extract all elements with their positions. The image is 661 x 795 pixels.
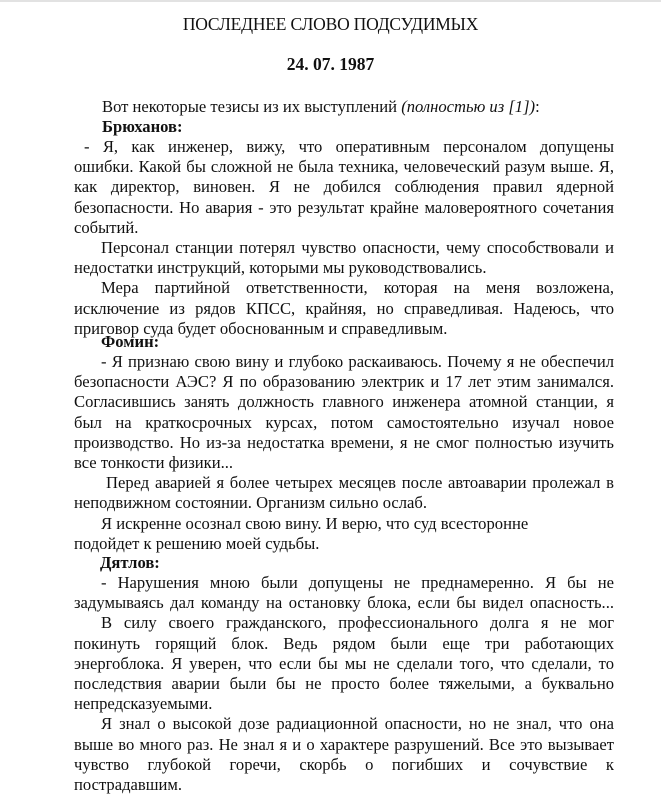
speech-line: Я знал о высокой дозе радиационной опасности, но не знал, что она	[101, 714, 614, 734]
speech-dyatlov	[74, 573, 614, 795]
intro-paragraph	[102, 97, 540, 117]
speech-line: В силу своего гражданского, профессионального долга я не мог	[101, 613, 614, 633]
speaker-name-dyatlov: Дятлов:	[100, 553, 160, 572]
speech-line: чувство глубокой горечи, скорбь о погибших и сочувствие к	[74, 754, 614, 774]
speech-line: - Я признаю свою вину и глубоко раскаиваюсь. Почему я не обеспечил	[101, 352, 614, 371]
speech-line: все тонкости физики...	[74, 452, 234, 472]
speech-line: Персонал станции потерял чувство опасности, чему способствовали и	[101, 237, 614, 257]
speech-line: последствия аварии были бы не просто более тяжелыми, а буквально	[74, 673, 614, 693]
speech-line: был на краткосрочных курсах, потом самостоятельно изучал новое	[74, 412, 614, 432]
speech-line: Мера партийной ответственности, которая на меня возложена,	[101, 278, 614, 298]
speech-line: недостатки инструкций, которыми мы руководствовались.	[74, 258, 487, 278]
speech-line: Согласившись занять должность главного инженера атомной станции, я	[74, 392, 614, 412]
speaker-name-bryukhanov: Брюханов:	[102, 117, 183, 136]
intro-colon: :	[535, 97, 540, 116]
speech-line: как директор, виновен. Я не добился соблюдения правил ядерной	[74, 177, 614, 197]
speech-line: непредсказуемыми.	[74, 694, 213, 714]
speech-bryukhanov	[74, 137, 614, 339]
speech-line: Перед аварией я более четырех месяцев после автоаварии пролежал в	[106, 473, 614, 493]
speech-line: производство. Но из-за недостатка времени, я не смог полностью изучить	[74, 432, 614, 452]
speech-line: Я искренне осознал свою вину. И верю, что суд всесторонне	[101, 513, 529, 533]
page-title: ПОСЛЕДНЕЕ СЛОВО ПОДСУДИМЫХ	[182, 14, 479, 34]
speech-line: выше во много раз. Не знал я и о характере разрушений. Все это вызывает	[74, 734, 614, 754]
speech-line: задумываясь дал команду на остановку блока, если бы видел опасность...	[74, 593, 614, 613]
speech-line: подойдет к решению моей судьбы.	[74, 533, 320, 553]
speech-line: - Я, как инженер, вижу, что оперативным персоналом допущены	[84, 137, 614, 156]
speech-line: - Нарушения мною были допущены не преднамеренно. Я бы не	[101, 573, 614, 592]
speech-line: приговор суда будет обоснованным и справедливым.	[74, 318, 448, 338]
speech-line: неподвижном состоянии. Организм сильно ослаб.	[74, 493, 428, 513]
speech-line: покинуть горящий блок. Ведь рядом были еще три работающих	[74, 633, 614, 653]
document-date: 24. 07. 1987	[286, 54, 375, 74]
speech-fomin	[74, 352, 614, 554]
speaker-name-fomin: Фомин:	[101, 332, 160, 351]
speech-line: ошибки. Какой бы сложной не была техника, человеческий разум выше. Я,	[74, 157, 614, 177]
intro-text: Вот некоторые тезисы из их выступлений	[102, 97, 402, 116]
speech-line: событий.	[74, 217, 139, 237]
intro-source-reference: (полностью из [1])	[401, 97, 536, 116]
speech-line: безопасности АЭС? Я по образованию электрик и 17 лет этим занимался.	[74, 372, 614, 392]
top-border	[0, 0, 661, 2]
speech-line: энергоблока. Я уверен, что если бы мы не сделали того, что сделали, то	[74, 653, 614, 673]
speech-line: безопасности. Но авария - это результат крайне маловероятного сочетания	[74, 197, 614, 217]
speech-line: исключение из рядов КПСС, крайняя, но справедливая. Надеюсь, что	[74, 298, 614, 318]
speech-line: пострадавшим.	[74, 774, 183, 794]
